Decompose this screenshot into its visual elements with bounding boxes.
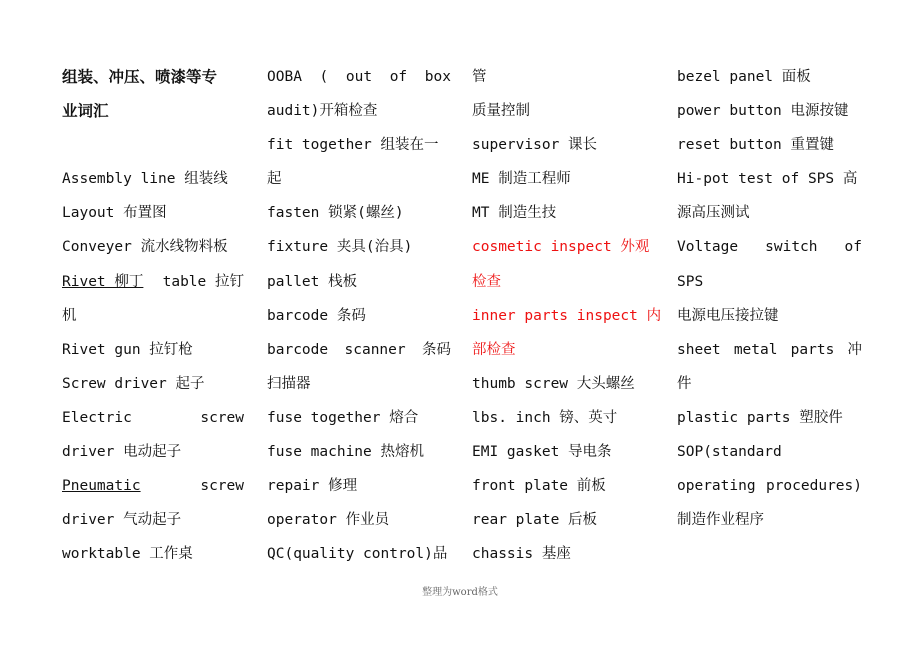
glossary-text: fixture 夹具(治具) (267, 239, 413, 256)
glossary-line (677, 401, 862, 435)
glossary-text: pallet 栈板 (267, 273, 358, 290)
glossary-text: 条码 (422, 341, 451, 358)
glossary-text: ( (319, 69, 329, 85)
glossary-line (472, 128, 660, 162)
glossary-text: Voltage (677, 239, 739, 256)
glossary-line (267, 367, 451, 401)
glossary-line (677, 333, 862, 367)
glossary-line (267, 299, 451, 333)
glossary-line (62, 401, 244, 435)
glossary-text: Electric (62, 409, 132, 426)
glossary-text: inner parts inspect 内 (472, 307, 662, 324)
glossary-line (677, 128, 862, 162)
glossary-text: Layout 布置图 (62, 205, 167, 222)
glossary-text: fit together 组装在一 (267, 137, 439, 154)
glossary-text: front plate 前板 (472, 478, 606, 495)
glossary-text: 扫描器 (267, 375, 311, 392)
glossary-text: operating (677, 478, 756, 495)
glossary-line (677, 469, 862, 503)
glossary-text: SOP(standard (677, 444, 782, 461)
glossary-line (267, 196, 451, 230)
glossary-line (472, 94, 660, 128)
glossary-text: Rivet 柳丁 (62, 273, 144, 290)
glossary-line (472, 265, 660, 299)
glossary-line (267, 503, 451, 537)
glossary-heading-line (62, 60, 244, 94)
glossary-text: Rivet gun 拉钉枪 (62, 341, 193, 358)
glossary-line (677, 367, 862, 401)
glossary-line (267, 435, 451, 469)
glossary-text: lbs. inch 镑、英寸 (472, 409, 618, 426)
glossary-text: 部检查 (472, 341, 516, 358)
glossary-text: ME 制造工程师 (472, 171, 571, 188)
glossary-line (677, 435, 862, 469)
column-3 (472, 60, 660, 571)
glossary-text: Assembly line 组装线 (62, 171, 228, 188)
glossary-text: EMI gasket 导电条 (472, 444, 612, 461)
glossary-text: plastic parts 塑胶件 (677, 409, 843, 426)
glossary-line (267, 537, 451, 571)
glossary-line (677, 60, 862, 94)
glossary-line (267, 469, 451, 503)
glossary-line (62, 435, 244, 469)
glossary-text: of (389, 69, 408, 85)
glossary-line (472, 162, 660, 196)
glossary-line (677, 94, 862, 128)
glossary-text: fuse together 熔合 (267, 409, 419, 426)
glossary-line (62, 367, 244, 401)
glossary-text: 业词汇 (62, 102, 109, 121)
glossary-line (472, 196, 660, 230)
glossary-line (472, 537, 660, 571)
glossary-text: MT 制造生技 (472, 205, 557, 222)
glossary-text: reset button 重置键 (677, 137, 834, 154)
glossary-text: Hi-pot test of SPS 高 (677, 171, 858, 188)
glossary-line (472, 469, 660, 503)
glossary-text: screw (200, 478, 244, 495)
glossary-line (267, 94, 451, 128)
column-2 (267, 60, 451, 571)
glossary-text: box (424, 69, 451, 85)
glossary-text: procedures) (765, 478, 862, 495)
glossary-line (677, 230, 862, 264)
glossary-text: thumb screw 大头螺丝 (472, 375, 635, 392)
glossary-line (472, 60, 660, 94)
column-1 (62, 60, 244, 571)
glossary-text: sheet (677, 341, 721, 358)
glossary-text: QC(quality control)品 (267, 546, 448, 563)
glossary-line (62, 196, 244, 230)
glossary-line (472, 435, 660, 469)
glossary-text: 管 (472, 69, 487, 85)
glossary-text: 组装、冲压、喷漆等专 (62, 68, 218, 86)
glossary-text: Screw driver 起子 (62, 375, 205, 392)
glossary-line (267, 128, 451, 162)
glossary-text: cosmetic inspect 外观 (472, 239, 650, 256)
glossary-text: 机 (62, 307, 77, 324)
glossary-line (677, 503, 862, 537)
glossary-text: SPS (677, 273, 704, 290)
glossary-line (267, 401, 451, 435)
glossary-line (677, 196, 862, 230)
glossary-line (472, 503, 660, 537)
glossary-line (472, 333, 660, 367)
glossary-text: operator 作业员 (267, 512, 390, 529)
glossary-line (472, 299, 660, 333)
glossary-line (267, 162, 451, 196)
glossary-line (62, 503, 244, 537)
glossary-text: of (844, 239, 862, 256)
glossary-text: barcode 条码 (267, 307, 366, 324)
glossary-text: 质量控制 (472, 103, 530, 120)
glossary-heading-line (62, 94, 244, 128)
glossary-text: out (345, 69, 373, 85)
glossary-text: 冲 (847, 341, 862, 358)
glossary-text: 制造作业程序 (677, 512, 764, 529)
glossary-line (267, 230, 451, 264)
glossary-text: chassis 基座 (472, 546, 571, 563)
glossary-text: Conveyer 流水线物料板 (62, 239, 228, 256)
glossary-text: parts (790, 341, 835, 358)
glossary-text: fuse machine 热熔机 (267, 444, 424, 461)
column-4 (677, 60, 862, 537)
glossary-line (62, 128, 244, 162)
glossary-text: repair 修理 (267, 478, 358, 495)
glossary-text: driver 电动起子 (62, 444, 182, 461)
glossary-line (472, 367, 660, 401)
glossary-text: barcode (267, 341, 329, 358)
glossary-line (677, 299, 862, 333)
glossary-text: metal (733, 341, 778, 358)
glossary-text: 检查 (472, 273, 501, 290)
glossary-line (472, 230, 660, 264)
glossary-text: screw (200, 409, 244, 426)
glossary-line (62, 469, 244, 503)
glossary-line (267, 60, 451, 94)
glossary-line (62, 537, 244, 571)
glossary-text: switch (765, 239, 818, 256)
glossary-text: power button 电源按键 (677, 103, 849, 120)
page-footer: 整理为word格式 (422, 587, 498, 598)
glossary-text: rear plate 后板 (472, 512, 598, 529)
glossary-line (472, 401, 660, 435)
glossary-line (62, 162, 244, 196)
glossary-line (62, 230, 244, 264)
glossary-text: Pneumatic (62, 478, 141, 495)
glossary-text: table 拉钉 (162, 273, 244, 290)
glossary-line (267, 265, 451, 299)
glossary-text: driver 气动起子 (62, 512, 182, 529)
glossary-text: audit)开箱检查 (267, 103, 378, 120)
glossary-text: 起 (267, 171, 282, 188)
glossary-text: 件 (677, 375, 692, 392)
glossary-line (62, 333, 244, 367)
glossary-text: supervisor 课长 (472, 137, 598, 154)
glossary-line (267, 333, 451, 367)
glossary-line (62, 299, 244, 333)
glossary-text: worktable 工作桌 (62, 546, 193, 563)
glossary-text: 电源电压接拉键 (677, 307, 779, 324)
glossary-text: fasten 锁紧(螺丝) (267, 205, 404, 222)
glossary-line (677, 265, 862, 299)
glossary-text: 源高压测试 (677, 205, 750, 222)
glossary-line (62, 265, 244, 299)
glossary-text: OOBA (267, 69, 302, 85)
glossary-text: bezel panel 面板 (677, 69, 811, 85)
glossary-line (677, 162, 862, 196)
glossary-text: scanner (344, 341, 406, 358)
